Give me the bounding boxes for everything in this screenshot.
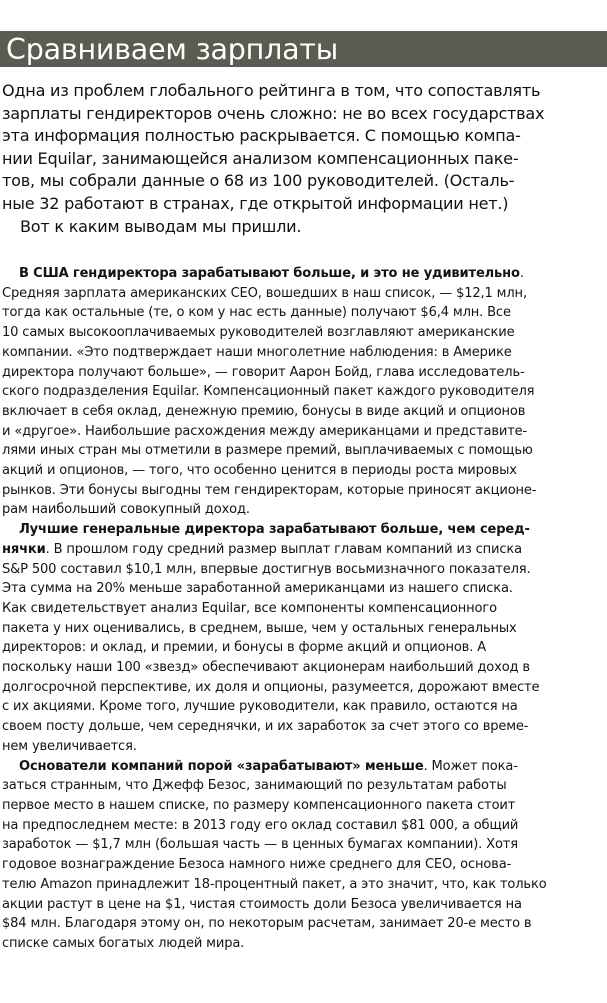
section-heading xyxy=(2,520,606,540)
section-lead-line xyxy=(2,757,606,777)
section-heading: В США гендиректора зарабатывают больше, и это не удивительно xyxy=(19,266,520,281)
body-line: заться странным, что Джефф Безос, занимающий по результатам работы xyxy=(2,778,507,794)
body-line: нем увеличивается. xyxy=(2,738,137,754)
body-line: Как свидетельствует анализ Equilar, все компоненты компенсационного xyxy=(2,600,497,616)
section-heading-part: нячки xyxy=(2,541,46,557)
body-line: пакета у них оценивались, в среднем, выше, чем у остальных генеральных xyxy=(2,620,517,636)
body-line: рам наибольший совокупный доход. xyxy=(2,502,250,518)
article-body xyxy=(2,264,606,954)
section-lead-text: . Может пока- xyxy=(423,758,518,774)
intro-paragraph xyxy=(2,80,606,238)
body-line: телю Amazon принадлежит 18-процентный пакет, а это значит, что, как только xyxy=(2,876,547,892)
body-line: заработок — $1,7 млн (большая часть — в ценных бумагах компании). Хотя xyxy=(2,837,518,853)
body-line: акций и опционов, — того, что особенно ценится в периоды роста мировых xyxy=(2,463,517,479)
page-title: Сравниваем зарплаты xyxy=(6,33,339,66)
intro-line: нии Equilar, занимающейся анализом компенсационных паке- xyxy=(2,148,519,168)
body-line: S&P 500 составил $10,1 млн, впервые достигнув восьмизначного показателя. xyxy=(2,561,531,577)
section-lead-line xyxy=(2,540,606,560)
body-line: акции растут в цене на $1, чистая стоимость доли Безоса увеличивается на xyxy=(2,896,522,912)
body-line: списке самых богатых людей мира. xyxy=(2,935,245,951)
intro-line: эта информация полностью раскрывается. С помощью компа- xyxy=(2,126,521,146)
intro-line: Вот к каким выводам мы пришли. xyxy=(20,216,302,236)
intro-line: Одна из проблем глобального рейтинга в том, что сопоставлять xyxy=(2,81,541,100)
body-line: своем посту дольше, чем середнячки, и их заработок за счет этого со време- xyxy=(2,719,529,735)
body-line: рынков. Эти бонусы выгодны тем гендиректорам, которые приносят акционе- xyxy=(2,482,537,498)
body-line: Средняя зарплата американских CEO, вошедших в наш список, — $12,1 млн, xyxy=(2,285,527,301)
section-lead-text: . В прошлом году средний размер выплат главам компаний из списка xyxy=(45,541,522,557)
body-line: компании. «Это подтверждает наши многолетние наблюдения: в Америке xyxy=(2,344,512,360)
body-line: и «другое». Наибольшие расхождения между американцами и представите- xyxy=(2,423,528,439)
body-line: долгосрочной перспективе, их доля и опционы, разумеется, дорожают вместе xyxy=(2,679,540,695)
body-line: включает в себя оклад, денежную премию, бонусы в виде акций и опционов xyxy=(2,403,526,419)
intro-line: ные 32 работают в странах, где открытой информации нет.) xyxy=(2,193,509,213)
body-line: ского подразделения Equilar. Компенсационный пакет каждого руководителя xyxy=(2,384,535,400)
intro-line: тов, мы собрали данные о 68 из 100 руководителей. (Осталь- xyxy=(2,171,515,191)
intro-line: зарплаты гендиректоров очень сложно: не во всех государствах xyxy=(2,103,545,123)
body-line: тогда как остальные (те, о ком у нас есть данные) получают $6,4 млн. Все xyxy=(2,305,511,321)
section-heading-part: Лучшие генеральные директора зарабатывают больше, чем серед- xyxy=(19,522,530,538)
body-line: годовое вознаграждение Безоса намного ниже среднего для CEO, основа- xyxy=(2,857,512,873)
body-line: поскольку наши 100 «звезд» обеспечивают акционерам наибольший доход в xyxy=(2,660,530,676)
body-line: директоров: и оклад, и премии, и бонусы в форме акций и опционов. А xyxy=(2,640,486,656)
section-lead-text: . xyxy=(519,266,524,281)
body-line: первое место в нашем списке, по размеру компенсационного пакета стоит xyxy=(2,797,516,813)
body-line: с их акциями. Кроме того, лучшие руководители, как правило, остаются на xyxy=(2,699,518,715)
section-lead-line xyxy=(2,264,606,284)
body-line: $84 млн. Благодаря этому он, по некоторым расчетам, занимает 20-е место в xyxy=(2,916,532,932)
section-heading: Основатели компаний порой «зарабатывают» меньше xyxy=(19,758,424,774)
body-line: лями иных стран мы отметили в размере премий, выплачиваемых с помощью xyxy=(2,443,533,459)
body-line: 10 самых высокооплачиваемых руководителей возглавляют американские xyxy=(2,325,515,341)
body-line: Эта сумма на 20% меньше заработанной американцами из нашего списка. xyxy=(2,581,513,597)
body-line: на предпоследнем месте: в 2013 году его оклад составил $81 000, а общий xyxy=(2,817,519,833)
body-line: директора получают больше», — говорит Аарон Бойд, глава исследователь- xyxy=(2,364,525,380)
